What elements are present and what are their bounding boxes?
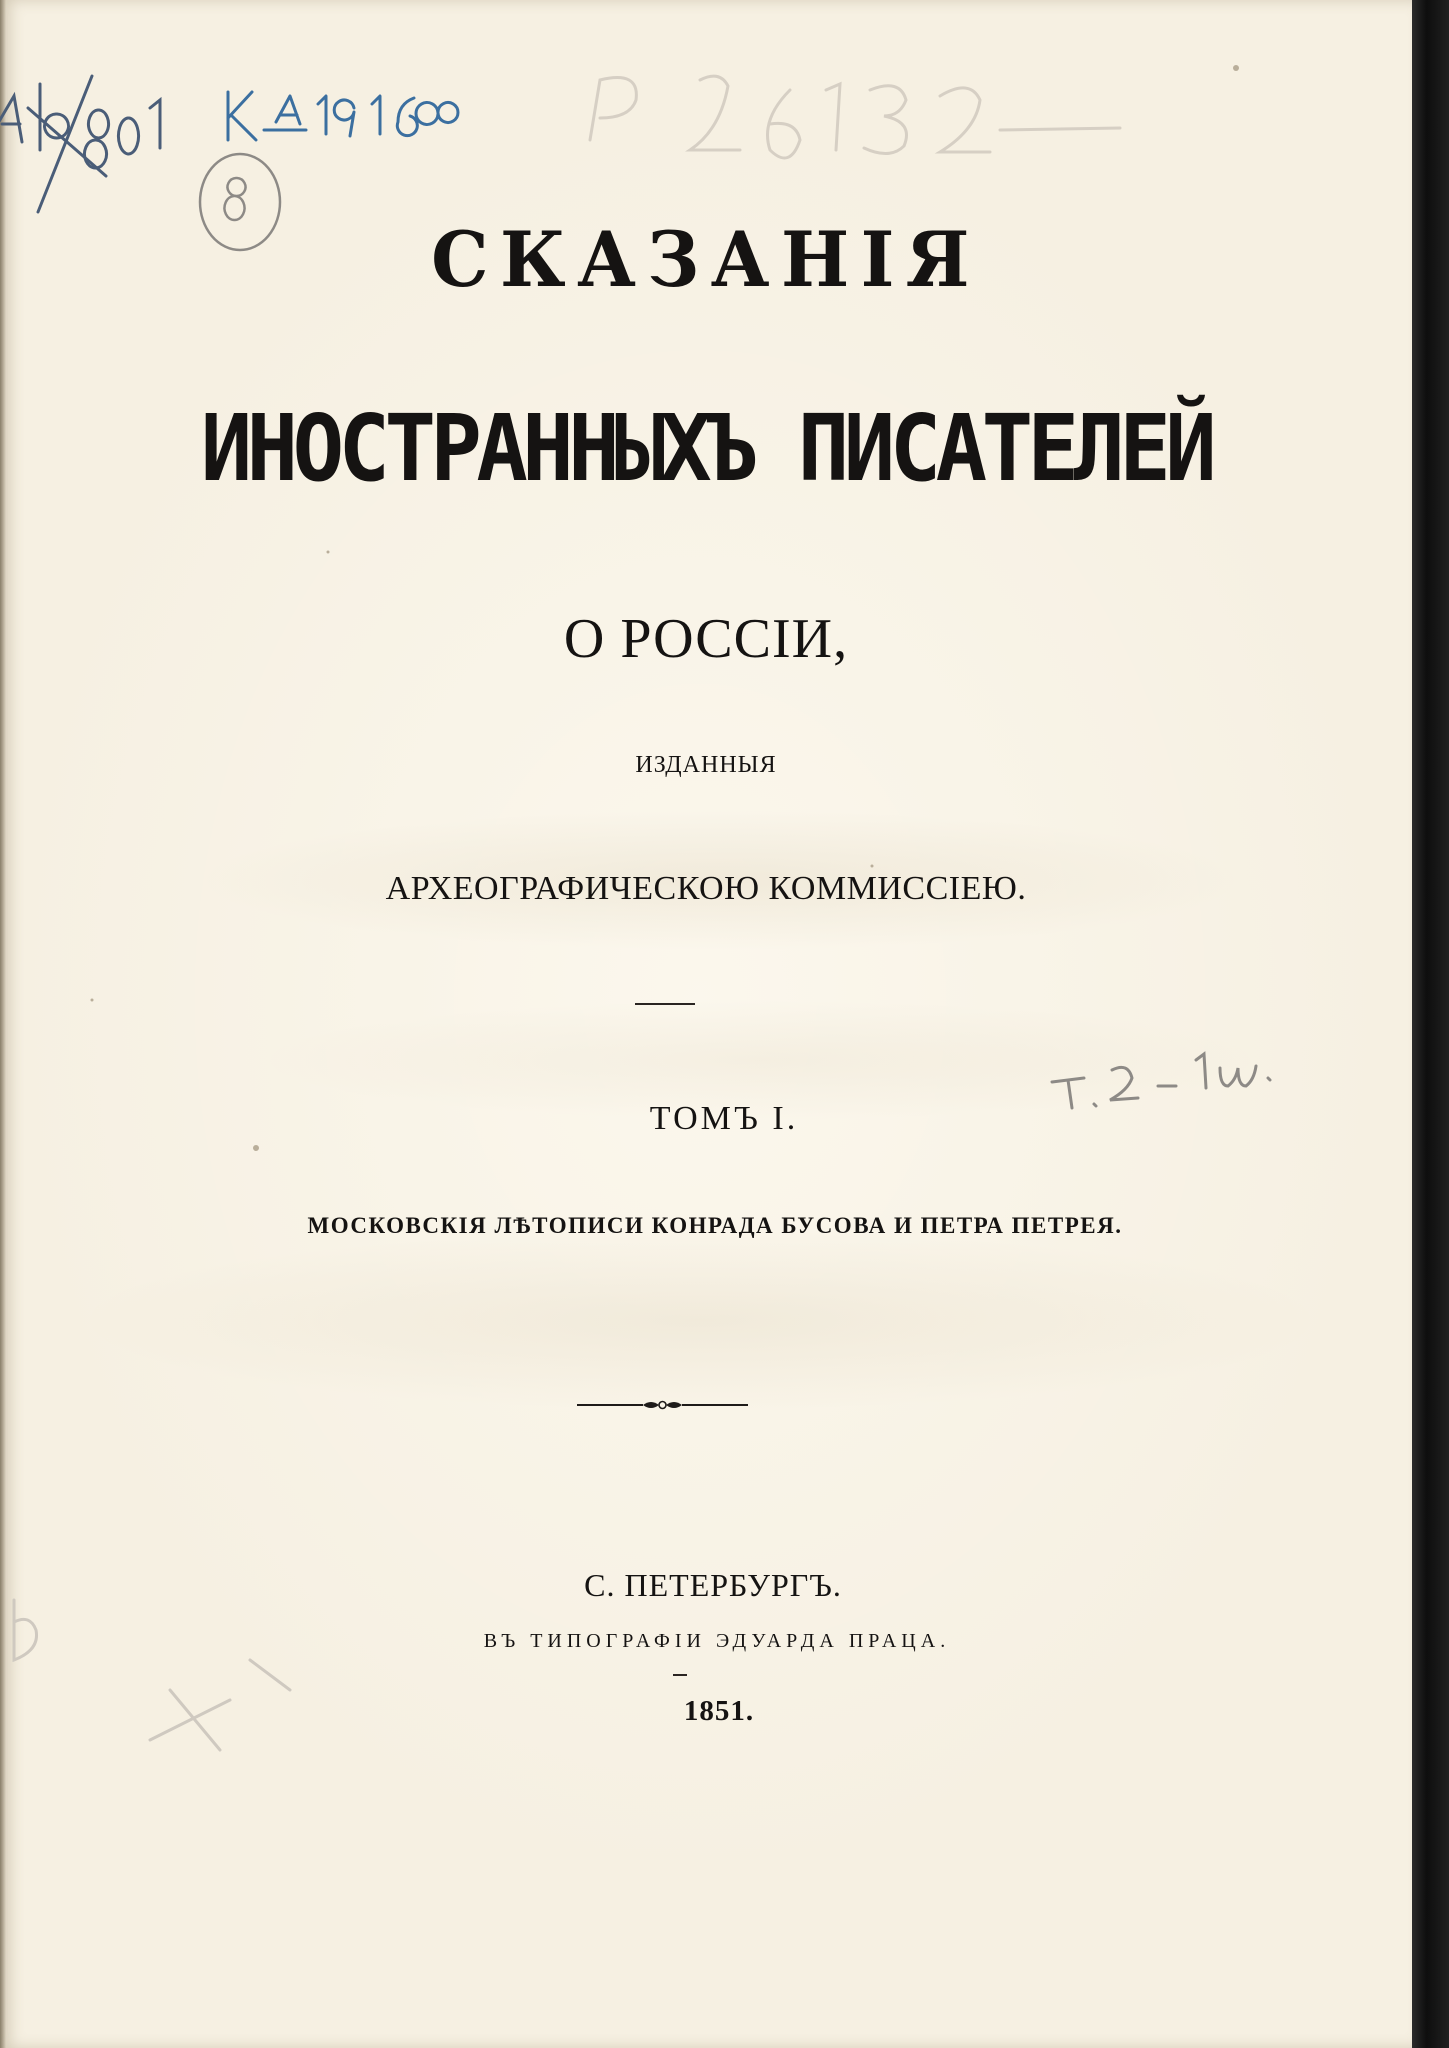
title-line-2: ИНОСТРАННЫХЪ ПИСАТЕЛЕЙ bbox=[200, 395, 1212, 502]
pencil-faint-numbers-top bbox=[590, 76, 1120, 158]
shelfmark-stamp-left bbox=[0, 76, 160, 212]
commission-name: АРХЕОГРАФИЧЕСКОЮ КОММИССІЕЮ. bbox=[385, 870, 1027, 907]
printer-line: ВЪ ТИПОГРАФІИ ЭДУАРДА ПРАЦА. bbox=[483, 1630, 951, 1652]
published-label: ИЗДАННЫЯ bbox=[635, 752, 777, 778]
paper-flecks bbox=[91, 65, 1240, 1151]
publication-year: 1851. bbox=[683, 1695, 755, 1727]
pencil-note-right bbox=[1052, 1054, 1270, 1108]
title-line-1: СКАЗАНІЯ bbox=[431, 215, 981, 304]
volume-label: ТОМЪ I. bbox=[649, 1100, 799, 1137]
faint-pencil-left-margin bbox=[14, 1600, 290, 1750]
publication-city: С. ПЕТЕРБУРГЪ. bbox=[584, 1567, 842, 1603]
shelfmark-stamp-top bbox=[228, 92, 458, 140]
title-line-3: О РОССІИ, bbox=[563, 608, 849, 670]
contents-subtitle: МОСКОВСКІЯ ЛѢТОПИСИ КОНРАДА БУСОВА И ПЕТРА ПЕТРЕЯ. bbox=[307, 1213, 1123, 1238]
pencil-circled-mark bbox=[200, 154, 280, 250]
book-spine-edge bbox=[1412, 0, 1449, 2048]
